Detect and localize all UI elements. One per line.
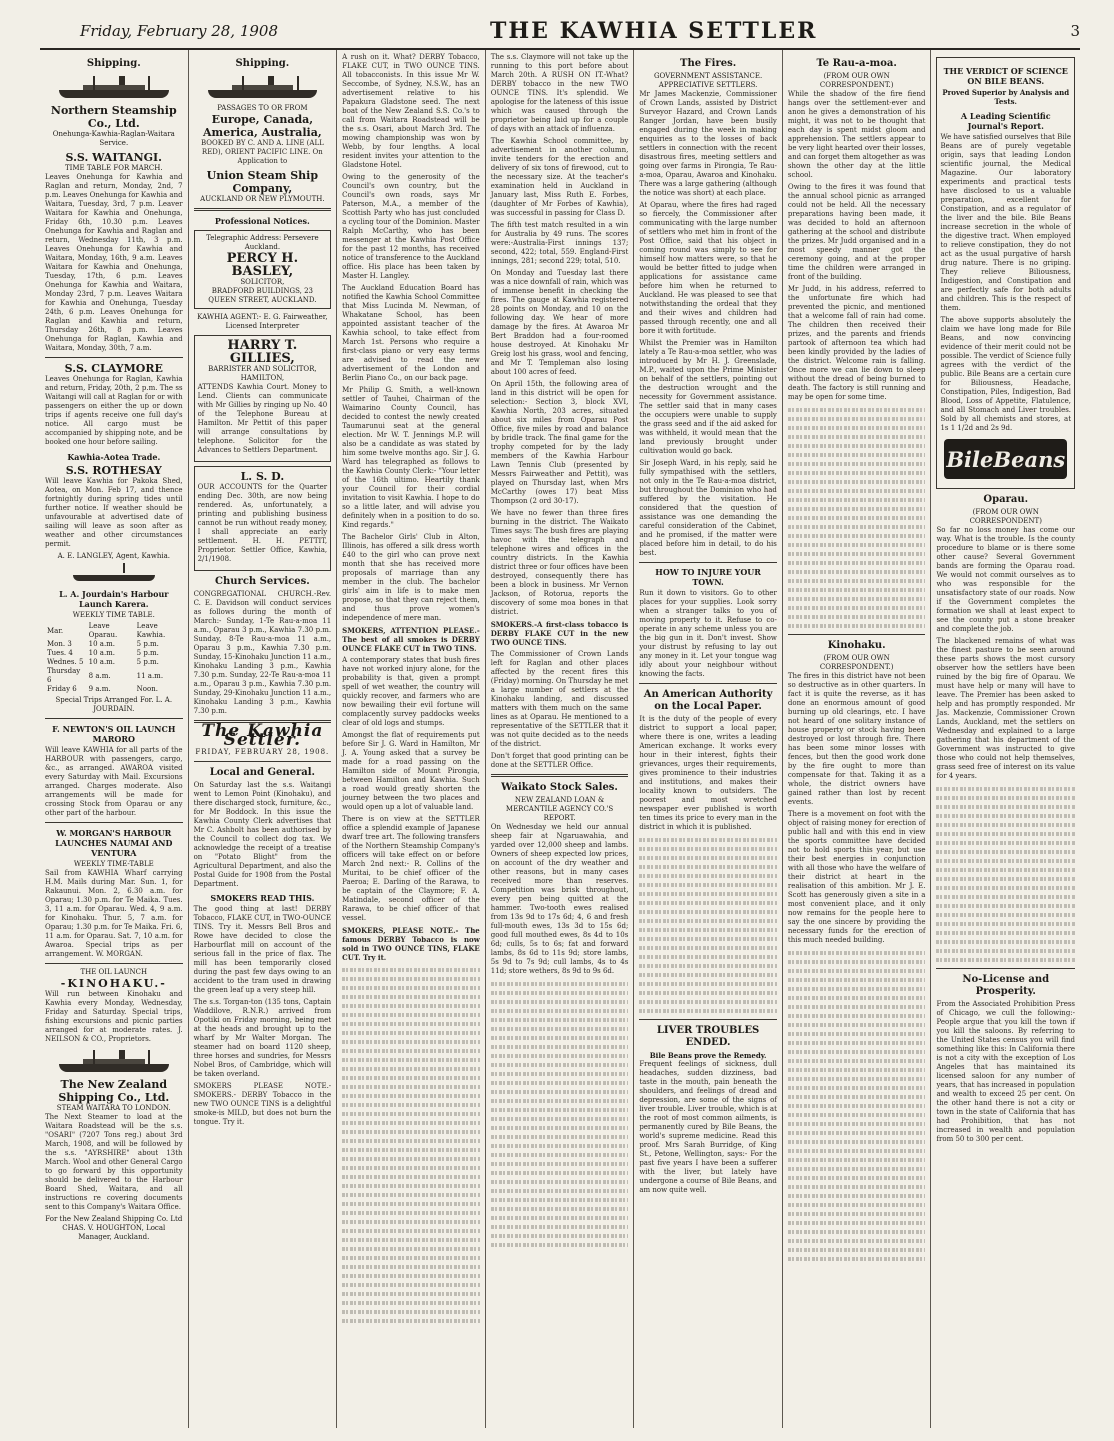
launch-illustration [53, 564, 175, 584]
issue-date: Friday, February 28, 1908 [80, 22, 278, 40]
rothesay-text: Will leave Kawhia for Pakoka Shed, Aotea, on Mon. Feb 17, and thence fortnightly during spring tides until further notice. If weather should be unfavourable at advertised date of sailing will leave as soon after as weather and other circumstances permit. [45, 477, 183, 548]
waikato-stock-sub: NEW ZEALAND LOAN & MERCANTILE AGENCY CO.'S REPORT. [505, 796, 614, 822]
claymore-title: S.S. CLAYMORE [64, 362, 163, 375]
news-paragraph: Owing to the generosity of the Council's own country, but the Council's own roads, says Mr Paterson, M.A., a member of the Scottish Party who has just concluded a cycling tour of the Dominion. Master Ralph McCarthy, who has been messenger at the Kawhia Post Office for the past 12 months, has received notice of transference to the Auckland office. His place has been taken by Master H. Langley. [342, 173, 480, 280]
steamship-illustration [53, 73, 175, 101]
basley-advertisement: Telegraphic Address: Persevere Auckland. PERCY H. BASLEY, SOLICITOR, BRADFORD BUILDINGS, 23 QUEEN STREET, AUCKLAND. [194, 230, 332, 309]
newton-heading: F. NEWTON'S OIL LAUNCH MARORO [52, 724, 176, 744]
kinohaku-paragraph: There is a movement on foot with the object of raising money for erection of public hall and with this end in view the sports committee have decided not to hold sports this year, but use their best energies in conjunction with all those who have the welfare of their district at heart in the realisation of this ambition. Mr J. E. Scott has generously given a site in a most convenient place, and it only now remains for the people here to say the one sincere by providing the necessary funds for the erection of this much needed building. [787, 810, 926, 944]
news-paragraph: The Auckland Education Board has notified the Kawhia School Committee that Miss Lucinda M. Newman, of Whakatane School, has been appointed assistant teacher of the Kawhia school, to take effect from March 1st. Persons who require a first-class piano or very easy terms are advised to read the new advertisement of the London and Berlin Piano Co., on our back page. [342, 284, 480, 382]
fires-paragraph: Mr James Mackenzie, Commissioner of Crown Lands, assisted by District Surveyor Hazard, and Crown Lands Ranger Jordan, have been busily engaged during the week in making enquiries as to the losses of back settlers in connection with the recent disastrous fires, meeting settlers and going over farms in Pirongia, Te Rau-a-moa, Oparau, Awaroa and Kinohaku. There was a large gathering (although the notice was short) at each place. [639, 90, 777, 197]
te-rau-a-moa-paragraph: While the shadow of the fire fiend hangs over the settlement-ever and anon he gives a demonstration of his might, it was not to be thought that each day is spent midst gloom and apprehension. The settlers appear to be very light hearted over their losses, and can forget them altogether as was shown the other day at the little school. [787, 90, 926, 179]
kinohaku-paragraph: The fires in this district have not been so destructive as in other quarters. In fact it is quite the reverse, as it has done an enormous amount of good burning up old clearings, etc. I have not heard of one solitary instance of house property or stock having been destroyed or lost through fire. There has been some minor losses with fences, but then the good work done by the fire ought to more than compensate for that. Taking it as a whole, the district owners have gained rather than lost by recent events. [787, 672, 926, 806]
nss-company-name: Northern Steamship Co., Ltd. [50, 104, 177, 130]
nzs-company-name: The New Zealand Shipping Co., Ltd. [58, 1078, 170, 1104]
american-authority-heading: An American Authority on the Local Paper. [643, 689, 773, 712]
column-1 [40, 50, 189, 1428]
masthead [40, 10, 1080, 50]
liver-troubles-text: Frequent feelings of sickness, dull headaches, sudden dizziness, bad taste in the mouth, pain beneath the shoulders, and feelings of dread and depression, are some of the signs of liver trouble. Liver trouble, which is at the root of most common ailments, is permanently cured by Bile Beans, the world's supreme medicine. Read this proof. Mrs Sarah Burridge, of King St., Petone, Wellington, says:- For the past five years I have been a sufferer with the liver, but lately have undergone a course of Bile Beans, and am now quite well. [639, 1060, 777, 1194]
nzs-text: The Next Steamer to load at the Waitara Roadstead will be the s.s. "OSARI" (7207 Tons reg.) about 3rd March, 1908, and will be followed by the s.s. "AYRSHIRE" about 13th March. Wool and other General Cargo to go forward by this opportunity should be delivered to the Harbour Board Shed, Waitara, and all instructions re covering documents sent to this Company's Waitara Office. [45, 1113, 183, 1211]
smokers-heading: SMOKERS READ THIS. [210, 893, 315, 903]
news-paragraph: Mr Philip G. Smith, a well-known settler of Tauhei, Chairman of the Waimarino County Council, has decided to contest the newly created Taumarunui seat at the general election. Mr W. T. Jennings M.P. will also be a candidate as was stated by him some twelve months ago. Sir J. G. Ward has telegraphed as follows to the Kawhia County Clerk:- "Your letter of the 16th ultimo. Heartily thank your Council for their cordial invitation to visit Kawhia. I hope to do so a little later, and will advise you definitely when in a position to do so. Kind regards." [342, 386, 480, 529]
passages-destinations: Europe, Canada, America, Australia, [203, 113, 322, 139]
news-paragraph: We have no fewer than three fires burning in the district. The Waikato Times says: The bush fires are playing havoc with the telegraph and telephone wires and offices in the country districts. In the Kawhia district three or four offices have been destroyed, consequently there has been a block in business. Mr Vernon Jackson, of Rotorua, reports the discovery of some moa bones in that district. [490, 509, 629, 616]
news-paragraph: There is on view at the SETTLER office a splendid example of Japanese dwarf tree art. The following transfers of the Northern Steamship Company's officers will take effect on or before March 2nd next:- R. Collins of the Muritai, to be chief officer of the Paeroa; E. Darling of the Rarawa, to be captain of the Claymore; F. A. Matindale, second officer of the Rarawa, to be chief officer of that vessel. [342, 815, 480, 922]
fires-subheading-2: APPRECIATIVE SETTLERS. [658, 81, 758, 89]
lsd-notice: L. S. D. OUR ACCOUNTS for the Quarter ending Dec. 30th, are now being rendered. As, unfortunately, a printing and publishing business cannot be run without ready money, I shall appreciate an early settlement. H. H. PETTIT, Proprietor. Settler Office, Kawhia, 2/1/1908. [194, 466, 332, 571]
bile-beans-advertisement [936, 57, 1075, 489]
newton-text: Will leave KAWHIA for all parts of the HARBOUR with passengers, cargo, &c., as arranged. AWAROA visited every Saturday with Mail. Excursions arranged. Charges moderate. Also arrangements will be made for crossing Stock from Oparau or any other part of the harbour. [45, 746, 183, 817]
printing-notice: Don't forget that good printing can be done at the SETTLER Office. [490, 752, 629, 769]
langley-signature: A. E. LANGLEY, Agent, Kawhia. [57, 552, 170, 560]
fires-paragraph: Sir Joseph Ward, in his reply, said he fully sympathised with the settlers, not only in the Te Rau-a-moa district, but throughout the Dominion who had suffered by the visitation. He considered that the question of assistance was one demanding the careful consideration of the Cabinet, and he promised, if the matter were placed before him in detail, to do his best. [639, 459, 777, 557]
table-row: Thursday 6 8 a.m. 11 a.m. [47, 667, 164, 684]
news-paragraph: Amongst the flat of requirements put before Sir J. G. Ward in Hamilton, Mr J. A. Young asked that a survey be made for a road passing on the Hamilton side of Mount Pirongia, between Hamilton and Kawhia. Such a road would greatly shorten the journey between the two places and would open up a lot of valuable land. [342, 731, 480, 811]
jourdain-heading: L. A. Jourdain's Harbour Launch Karera. [59, 589, 169, 609]
passages-text: BOOKED BY C. AND A. LINE (ALL RED), ORIENT PACIFIC LINE. On Application to [200, 139, 324, 165]
fires-heading: The Fires. [680, 58, 737, 69]
bile-beans-logo: BileBeans [944, 439, 1067, 479]
news-paragraph: A rush on it. What? DERBY Tobacco, FLAKE CUT, in TWO OUNCE TINS. All tobacconists. In this issue Mr W. Seccombe, of Sydney, N.S.W., has an advertisement relative to his Papakura Gladstone seed. The next boat of the New Zealand S.S. Co.'s to call from Waitara Roadstead will be the s.s. Osari, about March 3rd. The mowing championship was won by Webb, by four lengths. A local resident invites your attention to the Gladstone Hotel. [342, 53, 480, 169]
fires-paragraph: At Oparau, where the fires had raged so fiercely, the Commissioner after communicating with the large number of settlers who met him in front of the Post Office, said that his object in coming round was simply to see for himself how matters were, so that he would be better fitted to judge when applications for assistance came before him when he returned to Auckland. He was pleased to see that notwithstanding the ordeal that they and their wives and children had passed through recently, one and all bore it with fortitude. [639, 201, 777, 335]
column-6 [783, 50, 932, 1428]
column-3 [337, 50, 486, 1428]
column-2 [189, 50, 338, 1428]
american-authority-text: It is the duty of the people of every district to support a local paper, where there is one, writes a leading American exchange. It works every hour in their interest, fights their grievances, urges their requirements, gives prominence to their industries and institutions, and makes their locality known to outsiders. The poorest and most wretched newspaper ever published is worth ten times its price to every man in the district in which it is published. [639, 715, 777, 831]
injure-town-heading: HOW TO INJURE YOUR TOWN. [655, 567, 761, 587]
verdict-heading: THE VERDICT OF SCIENCE ON BILE BEANS. [943, 66, 1068, 86]
no-license-text: From the Associated Prohibition Press of Chicago, we cull the following:- People argue that you kill the town if you kill the saloons. By referring to the United States census you will find something like this: In California there is not a city with the exception of Los Angeles that has maintained its licensed saloon for any number of years, that has increased in population and wealth to exceed 25 per cent. On the other hand there is not a city or town in the state of California that has had Prohibition, that has not increased in wealth and population from 50 to 300 per cent. [936, 1000, 1076, 1143]
column-4 [486, 50, 635, 1428]
local-general-text: On Saturday last the s.s. Waitangi went to Lemon Point (Kinohaku), and there discharged stock, furniture, &c., for Mr Boddock. In this issue the Kawhia County Clerk advertises that Mr C. Ashbolt has been authorised by the Council to collect dog tax. We acknowledge the receipt of a treatise on "Potato Blight" from the Agricultural Department, and also the Postal Guide for 1908 from the Postal Department. [193, 781, 332, 888]
verdict-text-2: The above supports absolutely the claim we have long made for Bile Beans, and now convincing evidence of their merit could not be possible. The verdict of Science fully agrees with the verdict of the public. Bile Beans are a certain cure for Biliousness, Headache, Constipation, Piles, Indigestion, Bad Blood, Loss of Appetite, Flatulence, and all Stomach and Liver troubles. Sold by all chemists and stores, at 1s 1 1/2d and 2s 9d. [940, 316, 1072, 432]
te-rau-a-moa-paragraph: Mr Judd, in his address, referred to the unfortunate fire which had prevented the picnic, and mentioned that a welcome fall of rain had come. The children then received their prizes, and the parents and friends partook of afternoon tea which had been kindly provided by the ladies of the district. Welcome rain is falling. Once more we can lie down to sleep without the dread of being burned to death. The factory is still running and may be open for some time. [787, 285, 926, 401]
journal-report-heading: A Leading Scientific Journal's Report. [960, 111, 1051, 131]
table-row: Mon. 3 10 a.m. 5 p.m. [47, 640, 159, 648]
correspondent-credit: (FROM OUR OWN CORRESPONDENT.) [819, 654, 894, 671]
filler-text-lines [936, 784, 1075, 964]
timetable-label: TIME TABLE FOR MARCH. [64, 164, 163, 172]
waikato-stock-text: On Wednesday we held our annual sheep fair at Ngaruawahia, and yarded over 12,000 sheep and lambs. Owners of sheep expected low prices, on account of the dry weather and other reasons, but in many cases received more than reserves. Competition was brisk throughout, every pen being quitted at the hammer. Two-tooth ewes realised from 13s 9d to 17s 6d; 4, 6 and fresh full-mouth ewes, 13s 3d to 15s 6d; good full mouthed ewes, 8s 4d to 10s 6d; culls, 5s to 6s; fat and forward lambs, 8s 6d to 11s 9d; store lambs, 5s 9d to 7s 9d; cull lambs, 4s to 4s 11d; store wethers, 8s 9d to 9s 6d. [490, 823, 629, 975]
bachelor-girls-paragraph: The Bachelor Girls' Club in Alton, Illinois, has offered a silk dress worth £40 to the girl who can prove next month that she has received more proposals of marriage than any member in the club. The bachelor girls' aim in life is to make men propose, so that they can reject them, and thus prove women's independence of mere man. [342, 533, 480, 622]
news-paragraph: On April 15th, the following area of land in this district will be open for selection:- Section 3, block XVI, Kawhia North, 203 acres, situated about six miles from Oparau Post Office, five miles by road and balance by bridle track. The final game for the trophy competed for by the lady members of the Kawhia Harbour Lawn Tennis Club (presented by Messrs Fairweather and Pettit), was played on Thursday last, when Mrs McCarthy (owes 17) beat Miss Thompson (2 ord 30-17). [490, 380, 629, 505]
steamship-illustration-3 [202, 73, 324, 101]
smokers-tobacco: SMOKERS.-A first-class tobacco is DERBY FLAKE CUT in the new TWO OUNCE TINS. [490, 620, 629, 647]
news-paragraph: On Monday and Tuesday last there was a nice downfall of rain, which was of immense benefit in checking the fires. The gauge at Kawhia registered 28 points on Monday, and 10 on the following day. We hear of more damage by the fires. At Awaroa Mr Bert Braddon had a four-roomed house destroyed. At Kinohaku Mr Greig lost his grass, wool and fencing, and Mr T. Templeman also losing about 100 acres of feed. [490, 269, 629, 376]
local-general-heading: Local and General. [209, 767, 316, 778]
kawhia-aotea-heading: Kawhia-Aotea Trade. [67, 452, 161, 462]
professional-notices-heading: Professional Notices. [214, 216, 310, 226]
weekly-timetable-label: WEEKLY TIME TABLE. [72, 611, 155, 619]
table-row: Friday 6 9 a.m. Noon. [47, 685, 158, 693]
oparau-heading: Oparau. [983, 494, 1029, 505]
newspaper-flag: The Kawhia Settler. [201, 721, 324, 750]
church-services-heading: Church Services. [215, 576, 310, 587]
morgan-text: Sail from KAWHIA Wharf carrying H.M. Mails during Mar. Sun. 1, for Rakaunui. Mon. 2, 6.30 a.m. for Oparau; 1.30 p.m. for Te Maika. Tues. 3, 11 a.m. for Oparau. Wed. 4, 9 a.m. for Kinohaku. Thur. 5, 7 a.m. for Oparau; 1.30 p.m. for Te Maika. Fri. 6, 11 a.m. for Oparau. Sat. 7, 10 a.m. for Awaroa. Special trips as per arrangement. W. MORGAN. [45, 869, 183, 958]
steamship-illustration-2 [53, 1047, 175, 1075]
smokers-attention: SMOKERS, ATTENTION PLEASE.- The best of all smokes is DERBY OUNCE FLAKE CUT in TWO TINS. [342, 626, 480, 653]
gillies-name: HARRY T. GILLIES, [227, 338, 298, 366]
filler-text-lines [639, 835, 777, 1015]
filler-text-lines [788, 405, 926, 630]
filler-text-lines [491, 979, 629, 1249]
fires-subheading: GOVERNMENT ASSISTANCE. [653, 72, 763, 80]
torgan-text: The s.s. Torgan-ton (135 tons, Captain Waddilove, R.N.R.) arrived from Opotiki on Friday morning, being met at the heads and brought up to the wharf by Mr Walter Morgan. The steamer had on board 1120 sheep, three horses and sundries, for Messrs Nobel Bros, of Cambridge, which will be taken overland. [193, 998, 332, 1078]
correspondent-credit: (FROM OUR OWN CORRESPONDENT.) [819, 72, 894, 89]
liver-troubles-heading: LIVER TROUBLES ENDED. [656, 1025, 760, 1048]
oparau-paragraph: So far no loss money has come our way. What is the trouble. Is the county procedure to blame or is there some other cause? Several Government bands are forming the Oparau road. We would not commit ourselves as to who was responsible for the unsatisfactory state of our roads. Now if the Government completes the formation we shall at least expect to see the county put a stone breaker and complete the job. [936, 526, 1076, 633]
church-services-text: CONGREGATIONAL CHURCH.-Rev. C. E. Davidson will conduct services as follows during the month of March:- Sunday, 1-Te Rau-a-moa 11 a.m., Oparau 3 p.m., Kawhia 7.30 p.m. Sunday, 8-Te Rau-a-moa 11 a.m., Oparau 3 p.m., Kawhia 7.30 p.m. Sunday, 15-Kinohaku Junction 11 a.m., Kinohaku Landing 3 p.m., Kawhia 7.30 p.m. Sunday, 22-Te Rau-a-moa 11 a.m., Oparau 3 p.m., Kawhia 7.30 p.m. Sunday, 29-Kinohaku Junction 11 a.m., Kinohaku Landing 3 p.m., Kawhia 7.30 p.m. [193, 590, 332, 715]
kinohaku-heading: Kinohaku. [827, 640, 886, 651]
te-rau-a-moa-heading: Te Rau-a-moa. [816, 58, 897, 69]
gillies-advertisement: HARRY T. GILLIES, BARRISTER AND SOLICITOR, HAMILTON, ATTENDS Kawhia Court. Money to Lend. Clients can communicate with Mr Gillies by ringing up No. 40 of the Telephone Bureau at Hamilton. Mr Pettit of this paper will arrange consultations by telephone. Solicitor for the Advances to Settlers Department. [194, 335, 332, 462]
te-rau-a-moa-paragraph: Owing to the fires it was found that the annual school picnic as arranged could not be held. All the necessary preparations having been made, it was decided to hold an afternoon gathering at the school and distribute the prizes. Mr Judd organised and in a most speedy manner got the ceremony going, and at the proper time the children were arranged in front of the building. [787, 183, 926, 281]
waitangi-schedule: Leaves Onehunga for Kawhia and Raglan and return, Monday, 2nd, 7 p.m. Leaves Onehunga for Kawhia and Waitara, Tuesday, 3rd, 7 p.m. Leaver Waitara for Kawhia and Onehunga, Friday 6th, 10.30 p.m. Leaves Onehunga for Kawhia and Raglan and return, Wednesday 11th, 3 p.m. Leaves Onehunga for Kawhia and Waitara, Monday, 16th, 9 a.m. Leaves Waitara for Kawhia and Onehunga, Tuesday, 17th, 6 p.m. Leaves Onehunga for Kawhia and Waitara, Monday 23rd, 7 p.m. Leaves Waitara for Kawhia and Onehunga, Tuesday 24th, 6 p.m. Leaves Onehunga for Raglan and Kawhia and return, Thursday 26th, 8 p.m. Leaves Onehunga for Raglan, Kawhia and Waitara, Monday, 30th, 7 a.m. [45, 173, 183, 352]
column-5 [634, 50, 783, 1428]
waikato-stock-heading: Waikato Stock Sales. [501, 782, 618, 793]
running-title: THE KAWHIA SETTLER [490, 18, 818, 44]
nss-route: Onehunga-Kawhia-Raglan-Waitara Service. [52, 130, 175, 147]
smokers-text: The good thing at last! DERBY Tobacco, FLAKE CUT, in TWO-OUNCE TINS. Try it. Messrs Bell Bros and Rowe have decided to close the Harbourflat mill on account of the serious fall in the price of flax. The mill has been temporarily closed during the past few days owing to an accident to the tram used in drawing the green leaf up a very steep hill. [193, 905, 332, 994]
jourdain-timetable: Mar. Leave Oparau. Leave Kawhia. Mon. 3 10 a.m. 5 p.m. Tues. 4 10 a.m. 5 p.m. Wednes. 5 10 a.m. 5 p.m. Thursday 6 8 a.m. 11 a.m. Friday 6 9 a.m. Noon. [45, 622, 183, 694]
kawhia-agent: KAWHIA AGENT:- E. G. Fairweather, Licensed Interpreter [197, 313, 328, 330]
editorial-dateline: FRIDAY, FEBRUARY 28, 1908. [195, 748, 330, 756]
columns [40, 50, 1080, 1428]
kinohaku-launch-text: Will run between Kinohaku and Kawhia every Monday, Wednesday, Friday and Saturday. Special trips, fishing excursions and picnic parties arranged for at moderate rates. J. NEILSON & CO., Proprietors. [45, 990, 183, 1043]
kinohaku-launch-title: -KINOHAKU.- [60, 977, 167, 990]
column-7 [931, 50, 1080, 1428]
news-paragraph: The Commissioner of Crown Lands left for Raglan and other places affected by the recent fires this (Friday) morning. On Thursday he met a large number of settlers at the Kinohaku landing, and discussed matters with them much on the same lines as at Oparau. He mentioned to a representative of the SETTLER that it was not quite decided as to the needs of the district. [490, 650, 629, 748]
fires-paragraph: Whilst the Premier was in Hamilton lately a Te Rau-a-moa settler, who was introduced by Mr H. J. Greenslade, M.P., waited upon the Prime Minister on behalf of the settlers, pointing out the destruction wrought and the necessity for Government assistance. The settler said that in many cases the occupiers were unable to supply the grass seed and if the aid asked for was withheld, it would mean that the land previously brought under cultivation would go back. [639, 339, 777, 455]
claymore-schedule: Leaves Onehunga for Raglan, Kawhia and return, Friday, 20th, 2 p.m. The ss Waitangi will call at Raglan for or with passengers on either the up or down trips if agents receive one full day's notice. All cargo must be accompanied by shipping note, and be booked one hour before sailing. [45, 375, 183, 446]
oil-launch-label: THE OIL LAUNCH [80, 968, 148, 976]
table-row: Wednes. 5 10 a.m. 5 p.m. [47, 658, 159, 666]
shipping-heading-2: Shipping. [235, 58, 290, 69]
rothesay-title: S.S. ROTHESAY [65, 464, 162, 477]
verdict-subheading: Proved Superior by Analysis and Tests. [942, 88, 1070, 106]
basley-name: PERCY H. BASLEY, [226, 251, 299, 279]
nzs-subheading: STEAM WAITARA TO LONDON. [56, 1104, 171, 1112]
correspondent-credit: (FROM OUR OWN CORRESPONDENT) [969, 508, 1042, 525]
table-row: Tues. 4 10 a.m. 5 p.m. [47, 649, 159, 657]
news-paragraph: The Kawhia School committee, by advertisement in another column, invite tenders for the erection and delivery of six tons of firewood, cut to the necessary size. At the teacher's examination held in Auckland in January last, Miss Ruth E. Forbes, (daughter of Mr Forbes of Kawhia), was successful in passing for Class D. [490, 137, 629, 217]
test-match-paragraph: The fifth test match resulted in a win for Australia by 49 runs. The scores were:-Australia-First innings 137; second, 422; total, 559. England-First innings, 281; second 229; total, 510. [490, 221, 629, 265]
shipping-heading: Shipping. [86, 58, 141, 69]
special-trips: Special Trips Arranged For. L. A. JOURDAIN. [55, 696, 173, 713]
news-paragraph: A contemporary states that bush fires have not worked injury alone, for the probability is that, given a prompt spell of wet weather, the country will quickly recover, and farmers who are now bewailing their evil fortune will complacently survey paddocks weeks clear of old logs and stumps. [342, 656, 480, 727]
passages-label: PASSAGES TO OR FROM [217, 104, 308, 112]
union-sub: AUCKLAND OR NEW PLYMOUTH. [200, 195, 325, 203]
filler-text-lines [788, 948, 926, 1263]
morgan-heading: W. MORGAN'S HARBOUR LAUNCHES NAUMAI AND VENTURA [55, 828, 173, 858]
injure-town-text: Run it down to visitors. Go to other places for your supplies. Look sorry when a stranger talks to you of moving property to it. Refuse to co-operate in any scheme unless you are the big gun in it. Don't invest. Show your distrust by refusing to lay out any money in it. Let your tongue wag idly about your neighbour without knowing the facts. [639, 589, 777, 678]
filler-text-lines [342, 965, 480, 1325]
no-license-heading: No-License and Prosperity. [962, 974, 1050, 997]
waitangi-title: S.S. WAITANGI. [65, 151, 163, 164]
nzs-footer: For the New Zealand Shipping Co. Ltd CHAS. V. HOUGHTON, Local Manager, Auckland. [45, 1215, 183, 1241]
union-steam-ship: Union Steam Ship Company, [206, 169, 319, 195]
page-number: 3 [1070, 22, 1080, 40]
smokers-note: SMOKERS PLEASE NOTE.- SMOKERS.- DERBY Tobacco in the new TWO OUNCE TINS is a delightful smoke-is MILD, but does not burn the tongue. Try it. [193, 1082, 332, 1126]
oparau-paragraph: The blackened remains of what was the finest pasture to be seen around these parts shows the most cursory observer how the settlers have been ruined by the big fire of Oparau. We must have help or many will have to leave. The Premier has been asked to help and has promptly responded. Mr Jas. Mackenzie, Commissioner Crown Lands, Auckland, met the settlers on Wednesday and explained to a large gathering that his department of the Government was instructed to give those who could not help themselves, grass seed free of interest on its value for 4 years. [936, 637, 1076, 780]
morgan-timetable-label: WEEKLY TIME-TABLE [73, 860, 154, 868]
verdict-text: We have satisfied ourselves that Bile Beans are of purely vegetable origin, says that leading London scientific journal, the Medical Magazine. Our laboratory experiments and practical tests have disclosed to us a valuable preparation, excellent for Constipation, and as a regulator of the liver and the bile. Bile Beans increase secretion in the whole of the digestive tract. When employed to relieve constipation, they do not act as the usual purgative of harsh drug nature. There is no griping. They relieve Biliousness, Indigestion, and Constipation and are perfectly safe for both adults and children. This is the respect of them. [940, 133, 1072, 312]
liver-troubles-sub: Bile Beans prove the Remedy. [649, 1051, 767, 1060]
news-paragraph: The s.s. Claymore will not take up the running to this port before about March 20th. A RUSH ON IT.-What? DERBY tobacco in the new TWO OUNCE TINS. It's splendid. We apologise for the lateness of this issue which was caused through the proprietor being laid up for a couple of days with an attack of influenza. [490, 53, 629, 133]
smokers-please-note: SMOKERS, PLEASE NOTE.- The famous DERBY Tobacco is now sold in TWO OUNCE TINS, FLAKE CUT. Try it. [342, 926, 480, 962]
